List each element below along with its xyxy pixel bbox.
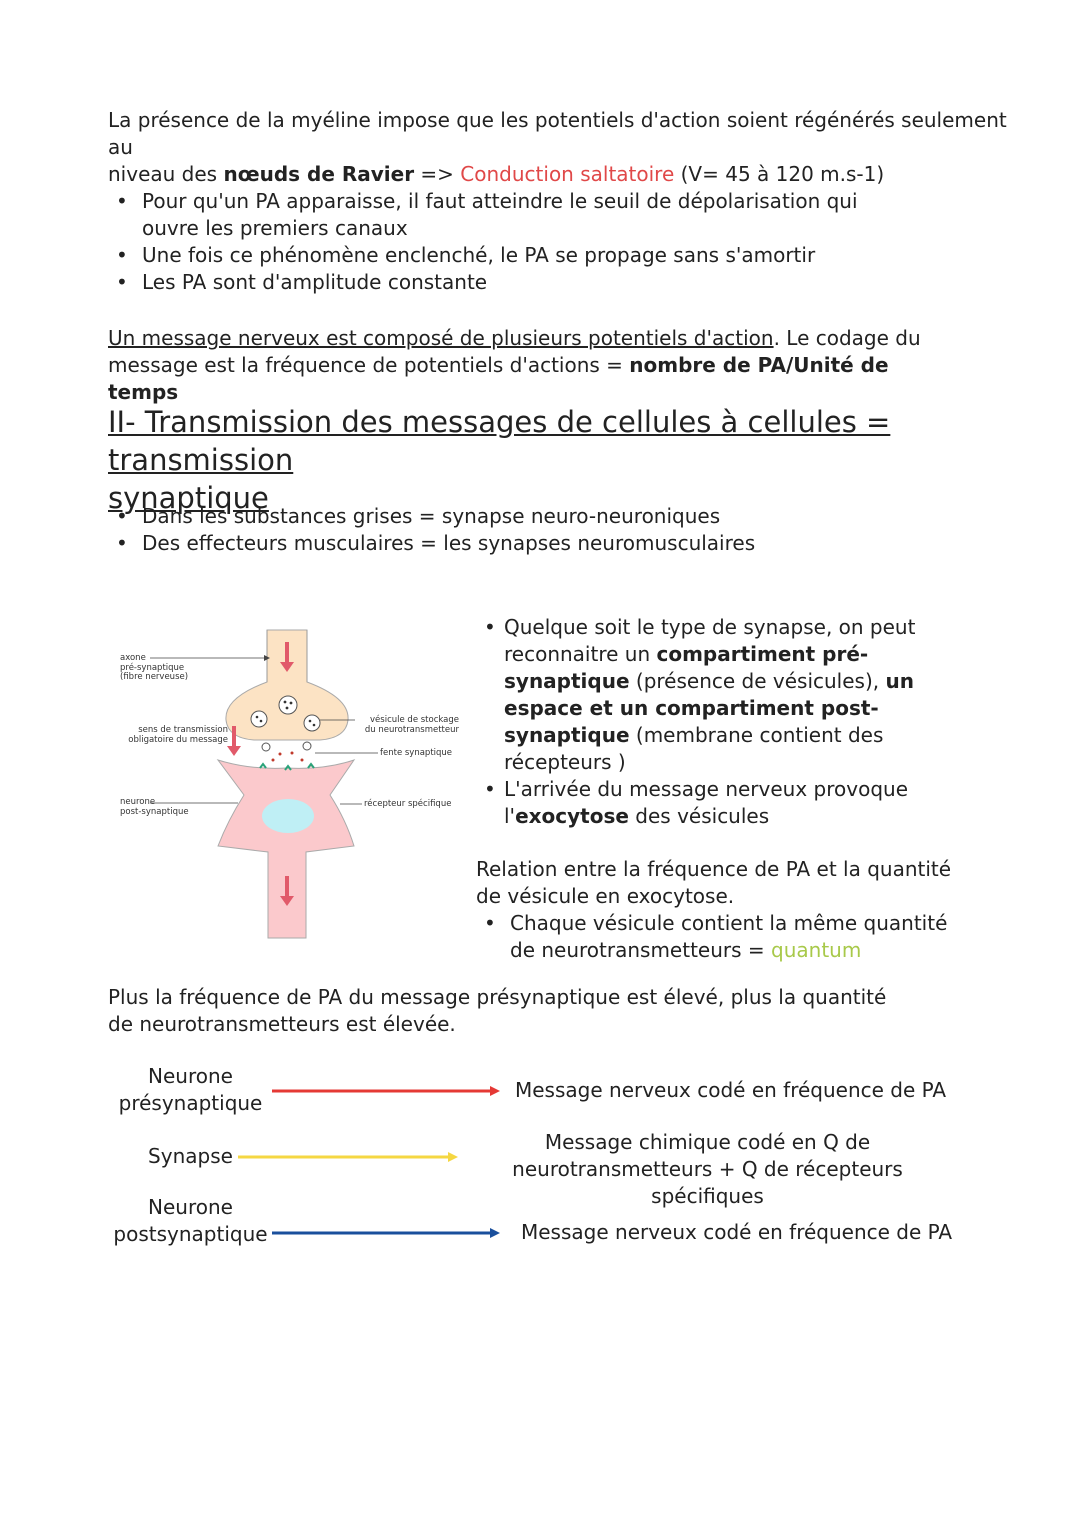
section-heading: II- Transmission des messages de cellules à cellules = transmission synaptique	[108, 405, 891, 515]
label-sens-transmission: sens de transmission obligatoire du message	[128, 725, 228, 745]
list-item: • Des effecteurs musculaires = les synapses neuromusculaires	[108, 530, 908, 557]
flow-row3-result: Message nerveux codé en fréquence de PA	[521, 1220, 953, 1244]
synapse-description	[476, 614, 956, 964]
label-fente: fente synaptique	[380, 748, 453, 758]
red-arrow	[272, 1083, 502, 1099]
saltatory-conduction: Conduction saltatoire	[460, 162, 675, 186]
flow-postsynaptic-label: Neurone postsynaptique	[113, 1195, 268, 1246]
intro-line-2: niveau des nœuds de Ravier => Conduction saltatoire (V= 45 à 120 m.s-1)	[108, 162, 885, 186]
ravier-nodes: nœuds de Ravier	[223, 162, 415, 186]
list-item: • Quelque soit le type de synapse, on peut reconnaitre un compartiment pré-synaptique (présence de vésicules), un espace et un compartiment post-synaptique (membrane contient des récepteurs )	[476, 614, 956, 776]
flow-presynaptic-label: Neurone présynaptique	[118, 1064, 263, 1115]
message-coding-paragraph: Un message nerveux est composé de plusieurs potentiels d'action. Le codage du message est la fréquence de potentiels d'actions = nombre de PA/Unité de temps	[108, 326, 921, 404]
list-item: • Chaque vésicule contient la même quantité de neurotransmetteurs = quantum	[476, 910, 956, 964]
frequency-paragraph: Plus la fréquence de PA du message présynaptique est élevé, plus la quantité de neurotransmetteurs est élevée.	[108, 985, 887, 1036]
synapse-diagram	[110, 620, 470, 950]
label-axone: axone pré-synaptique (fibre nerveuse)	[120, 653, 189, 682]
list-item: • Dans les substances grises = synapse neuro-neuroniques	[108, 503, 908, 530]
blue-arrow	[272, 1225, 502, 1241]
label-neurone-post: neurone post-synaptique	[120, 797, 189, 817]
intro-paragraph	[108, 107, 1008, 188]
synapse-compartments-list	[476, 614, 956, 830]
list-item: • Pour qu'un PA apparaisse, il faut atteindre le seuil de dépolarisation qui ouvre les premiers canaux	[108, 188, 908, 242]
quantum-term: quantum	[771, 938, 862, 962]
list-item: • Les PA sont d'amplitude constante	[108, 269, 908, 296]
intro-line-1: La présence de la myéline impose que les potentiels d'action soient régénérés seulement au	[108, 108, 1007, 159]
synapse-types-list	[108, 503, 908, 557]
quantum-list	[476, 910, 956, 964]
label-vesicule: vésicule de stockage du neurotransmetteur	[364, 715, 459, 735]
pa-properties-list	[108, 188, 908, 296]
list-item: • L'arrivée du message nerveux provoque l'exocytose des vésicules	[476, 776, 956, 830]
flow-synapse-label: Synapse	[148, 1144, 233, 1168]
flow-row1-result: Message nerveux codé en fréquence de PA	[515, 1078, 947, 1102]
relation-text: Relation entre la fréquence de PA et la quantité de vésicule en exocytose.	[476, 857, 952, 908]
list-item: • Une fois ce phénomène enclenché, le PA se propage sans s'amortir	[108, 242, 908, 269]
flow-row2-result: Message chimique codé en Q de neurotransmetteurs + Q de récepteurs spécifiques	[512, 1130, 903, 1208]
yellow-arrow	[238, 1149, 460, 1165]
label-recepteur: récepteur spécifique	[364, 799, 452, 809]
